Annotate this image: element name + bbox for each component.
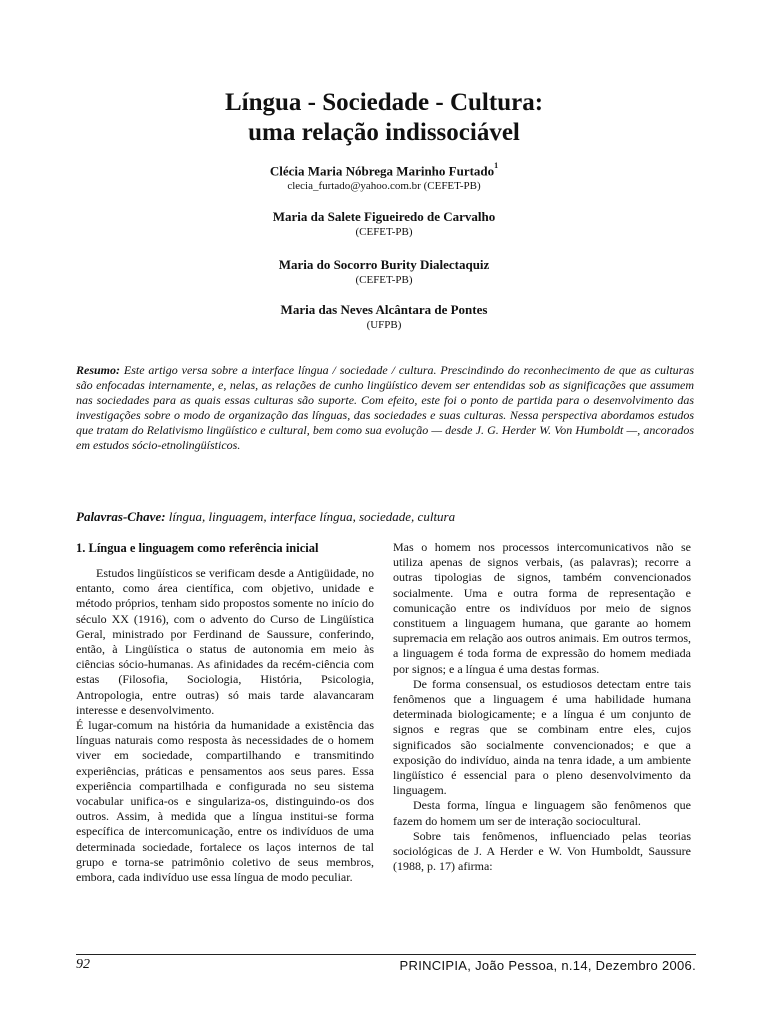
footer-divider [76, 954, 696, 955]
paragraph: Mas o homem nos processos intercomunicativos não se utiliza apenas de signos verbais, (as palavras); recorre a outras tipologias de signos, também convencionados socialmente. Uma e outra forma de representação e comunicação entre os indivíduos por meio de signos constituem a linguagem humana, que garante ao homem supremacia em relação aos outros animais. Em outros termos, a linguagem é toda forma de expressão do homem mediada por signos; e a língua é uma destas formas. [393, 540, 691, 676]
author-name: Clécia Maria Nóbrega Marinho Furtado [269, 163, 495, 179]
paragraph: Estudos lingüísticos se verificam desde a Antigüidade, no entanto, como área científica, com objetivo, unidade e método próprios, tenham sido propostos somente no início do século XX (1916), com o advento do Curso de Lingüística Geral, ministrado por Ferdinand de Saussure, conferindo, então, à Lingüística o status de autonomia em meio às ciências sócio-humanas. As afinidades da recém-ciência com estas (Filosofia, Sociologia, História, Psicologia, Antropologia, entre outras) só mais tarde alavancaram interesse e desenvolvimento. [76, 566, 374, 717]
author-block-4 [0, 302, 768, 332]
abstract [76, 363, 694, 454]
author-affiliation: (CEFET-PB) [355, 226, 413, 238]
journal-citation: PRINCIPIA, João Pessoa, n.14, Dezembro 2006. [399, 958, 696, 973]
paragraph: É lugar-comum na história da humanidade a existência das línguas naturais como resposta às necessidades de o homem viver em sociedade, compartilhando e transmitindo experiências, práticas e pensamentos aos seus pares. Essa experiência compartilhada e configurada no seu sistema vocabular unifica-os e singulariza-os, distinguindo-os dos outros. Assim, à medida que a língua institui-se forma específica de intercomunicação, entre os indivíduos de uma determinada sociedade, fortalece os laços internos de tal grupo e torna-se patrimônio coletivo de seus membros, embora, cada indivíduo use essa língua de modo peculiar. [76, 718, 374, 885]
title-line-1: Língua - Sociedade - Cultura: [224, 89, 544, 116]
author-block-1 [0, 160, 768, 193]
author-affiliation: clecia_furtado@yahoo.com.br (CEFET-PB) [287, 180, 481, 193]
abstract-label: Resumo: [76, 363, 121, 377]
author-name: Maria das Neves Alcântara de Pontes [280, 302, 488, 317]
keywords-text: língua, linguagem, interface língua, sociedade, cultura [168, 509, 456, 524]
title-line-2: uma relação indissociável [248, 119, 520, 146]
left-column [76, 540, 374, 885]
keywords [76, 509, 694, 525]
right-column [393, 540, 691, 874]
paragraph: De forma consensual, os estudiosos detectam entre tais fenômenos que a linguagem é uma habilidade humana determinada biologicamente; e a língua é um conjunto de signos e regras que se combinam entre eles, cujos significados são socialmente convencionados; e que a exposição do indivíduo, ainda na tenra idade, a um ambiente lingüístico é essencial para o pleno desenvolvimento da linguagem. [393, 676, 691, 798]
paper-title [0, 88, 768, 148]
author-affiliation: (UFPB) [366, 319, 402, 331]
author-block-2 [0, 209, 768, 239]
footnote-marker: 1 [494, 161, 499, 170]
author-affiliation: (CEFET-PB) [355, 274, 413, 286]
author-name: Maria do Socorro Burity Dialectaquiz [278, 257, 490, 272]
abstract-text: Este artigo versa sobre a interface língua / sociedade / cultura. Prescindindo do reconhecimento de que as culturas são enfocadas internamente, e, nelas, as relações de cunho lingüístico devem ser entendidas sob as significações que assumem nas sociedades para as quais essas culturas são suporte. Com efeito, este foi o ponto de partida para o desenvolvimento das investigações sobre o modo de organização das línguas, das sociedades e suas culturas. Nessa perspectiva abordamos estudos que tratam do Relativismo lingüístico e cultural, bem como sua evolução — desde J. G. Herder W. Von Humboldt —, ancorados em estudos sócio-etnolingüísticos. [76, 363, 694, 453]
page-number: 92 [76, 957, 90, 972]
paragraph: Desta forma, língua e linguagem são fenômenos que fazem do homem um ser de interação sociocultural. [393, 798, 691, 828]
keywords-label: Palavras-Chave: [76, 509, 166, 524]
author-block-3 [0, 257, 768, 287]
paragraph: Sobre tais fenômenos, influenciado pelas teorias sociológicas de J. A Herder e W. Von Humboldt, Saussure (1988, p. 17) afirma: [393, 828, 691, 874]
section-heading: 1. Língua e linguagem como referência inicial [76, 541, 319, 555]
author-name: Maria da Salete Figueiredo de Carvalho [272, 209, 496, 224]
